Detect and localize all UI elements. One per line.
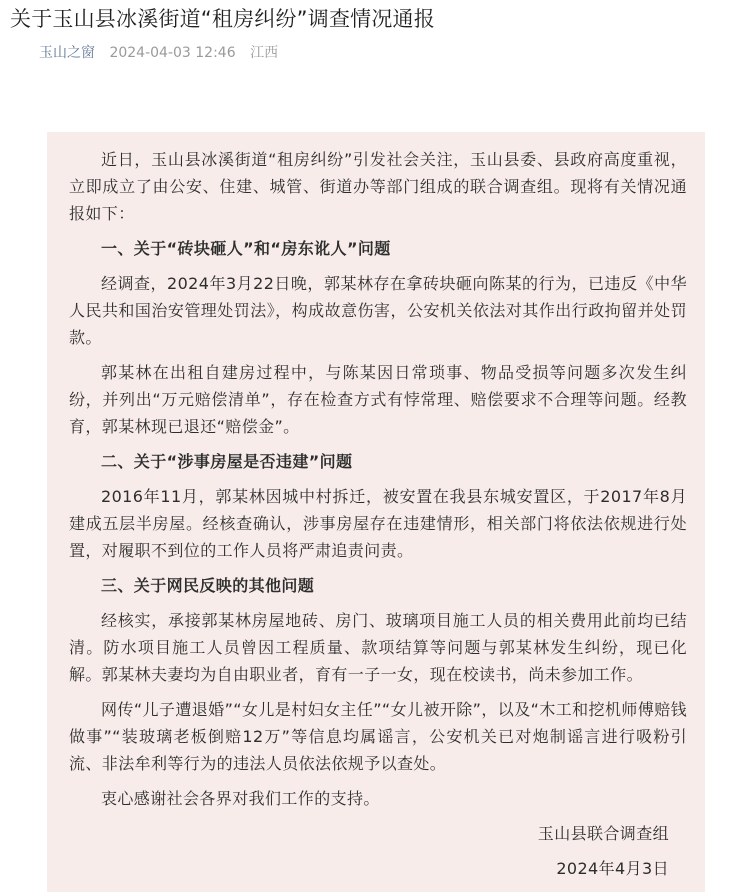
publish-datetime: 2024-04-03 12:46 (109, 45, 236, 61)
section-1-paragraph-2: 郭某林在出租自建房过程中，与陈某因日常琐事、物品受损等问题多次发生纠纷，并列出“万元赔偿清单”，存在检查方式有悖常理、赔偿要求不合理等问题。经教育，郭某林现已退还“赔偿金”。 (69, 363, 687, 436)
notice-image (47, 132, 705, 892)
thanks-paragraph: 衷心感谢社会各界对我们工作的支持。 (101, 789, 380, 808)
intro-paragraph: 近日，玉山县冰溪街道“租房纠纷”引发社会关注，玉山县委、县政府高度重视，立即成立了由公安、住建、城管、街道办等部门组成的联合调查组。现将有关情况通报如下： (69, 150, 687, 223)
section-2-paragraph-1: 2016年11月，郭某林因城中村拆迁，被安置在我县东城安置区，于2017年8月建成五层半房屋。经核查确认，涉事房屋存在违建情形，相关部门将依法依规进行处置，对履职不到位的工作人员将严肃追责问责。 (69, 487, 687, 560)
section-heading-1: 一、关于“砖块砸人”和“房东讹人”问题 (101, 239, 391, 258)
section-1-paragraph-1: 经调查，2024年3月22日晚，郭某林存在拿砖块砸向陈某的行为，已违反《中华人民共和国治安管理处罚法》，构成故意伤害，公安机关依法对其作出行政拘留并处罚款。 (69, 274, 687, 347)
article-meta (39, 43, 278, 63)
signature-date: 2024年4月3日 (556, 859, 669, 878)
section-heading-3: 三、关于网民反映的其他问题 (101, 576, 315, 595)
section-3-paragraph-2: 网传“儿子遭退婚”“女儿是村妇女主任”“女儿被开除”，以及“木工和挖机师傅赔钱做事”“装玻璃老板倒赔12万”等信息均属谣言，公安机关已对炮制谣言进行吸粉引流、非法牟利等行为的违法人员依法依规予以查处。 (69, 700, 687, 773)
signature: 玉山县联合调查组 (537, 824, 669, 843)
section-heading-2: 二、关于“涉事房屋是否违建”问题 (101, 452, 353, 471)
article-title: 关于玉山县冰溪街道“租房纠纷”调查情况通报 (10, 7, 435, 31)
account-name-link[interactable]: 玉山之窗 (39, 45, 95, 61)
publish-location: 江西 (250, 45, 279, 61)
section-3-paragraph-1: 经核实，承接郭某林房屋地砖、房门、玻璃项目施工人员的相关费用此前均已结清。防水项目施工人员曾因工程质量、款项结算等问题与郭某林发生纠纷，现已化解。郭某林夫妻均为自由职业者，育有一子一女，现在校读书，尚未参加工作。 (69, 611, 687, 684)
